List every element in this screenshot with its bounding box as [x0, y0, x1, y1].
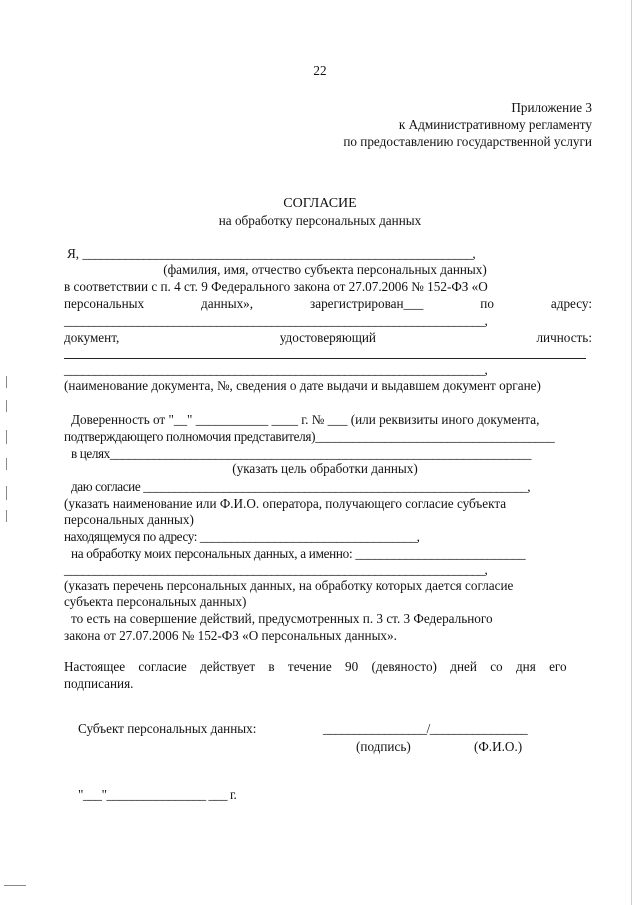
registration-line — [64, 296, 592, 312]
ya-line — [67, 246, 475, 262]
appendix-line-1: Приложение 3 — [511, 100, 592, 115]
actions-line-2: закона от 27.07.2006 № 152-ФЗ «О персональных данных». — [64, 628, 397, 643]
doc-line-rule — [64, 358, 586, 359]
page-number: 22 — [313, 63, 327, 78]
actions-line-1: то есть на совершение действий, предусмотренных п. 3 ст. 3 Федерального — [71, 611, 493, 626]
purpose-line: в целях____________________________________________________________________ — [71, 446, 532, 461]
reg-word-3: зарегистрирован___ — [310, 296, 424, 311]
signature-hint: (подпись) — [356, 739, 411, 754]
document-subtitle: на обработку персональных данных — [218, 213, 422, 228]
proxy-line-2: подтверждающего полномочия представителя)______________________________________ — [64, 429, 555, 444]
document-title: СОГЛАСИЕ — [283, 196, 357, 211]
validity-line-2: подписания. — [64, 676, 134, 691]
scan-bottom-mark — [4, 885, 26, 886]
scan-edge-mark — [6, 430, 7, 444]
appendix-line-3: по предоставлению государственной услуги — [343, 134, 592, 149]
ya-prefix: Я, — [67, 246, 83, 261]
operator-hint-1: (указать наименование или Ф.И.О. оператора, получающего согласие субъекта — [64, 496, 507, 511]
operator-hint-2: персональных данных) — [64, 512, 194, 527]
scan-edge-mark — [6, 510, 7, 522]
reg-word-1: персональных — [64, 296, 145, 311]
scan-edge-mark — [6, 486, 7, 500]
accordance-line: в соответствии с п. 4 ст. 9 Федерального закона от 27.07.2006 № 152-ФЗ «О — [64, 279, 488, 294]
reg-word-4: по — [480, 296, 494, 311]
scan-edge-mark — [6, 458, 7, 470]
doc-word-3: личность: — [536, 330, 592, 345]
scan-right-edge — [631, 0, 632, 905]
doc-hint: (наименование документа, №, сведения о дате выдачи и выдавшем документ органе) — [64, 378, 541, 393]
address-line: находящемуся по адресу: ___________________________________, — [64, 529, 420, 544]
subject-label: Субъект персональных данных: — [78, 721, 257, 736]
reg-word-5: адресу: — [550, 296, 592, 311]
ya-underscores: ________________________________________________________________, — [82, 246, 476, 261]
validity-line-1: Настоящее согласие действует в течение 90 (девяносто) дней со дня его — [64, 659, 567, 674]
reg-word-2: данных», — [201, 296, 254, 311]
list-hint-1: (указать перечень персональных данных, на обработку которых дается согласие — [64, 578, 514, 593]
purpose-hint: (указать цель обработки данных) — [232, 461, 418, 476]
doc-underscores: _____________________________________________________________________, — [64, 362, 488, 377]
doc-line — [64, 330, 592, 346]
doc-word-1: документ, — [64, 330, 120, 345]
scan-edge-mark — [6, 376, 7, 388]
signature-line: _________________/________________ — [323, 721, 528, 736]
appendix-line-2: к Административному регламенту — [398, 117, 592, 132]
namely-line: на обработку моих персональных данных, а именно: ___________________________ — [71, 546, 526, 561]
fio-hint: (фамилия, имя, отчество субъекта персональных данных) — [163, 262, 487, 277]
namely-underscores: _____________________________________________________________________, — [64, 562, 488, 577]
consent-line: даю согласие ______________________________________________________________, — [71, 479, 531, 494]
reg-underscores: _____________________________________________________________________, — [64, 313, 488, 328]
fio-signature-hint: (Ф.И.О.) — [474, 739, 523, 754]
proxy-line: Доверенность от "__" ___________ ____ г. № ___ (или реквизиты иного документа, — [71, 412, 540, 427]
date-line: "___"________________ ___ г. — [78, 787, 237, 802]
scan-edge-mark — [6, 400, 7, 412]
list-hint-2: субъекта персональных данных) — [64, 594, 247, 609]
doc-word-2: удостоверяющий — [279, 330, 376, 345]
